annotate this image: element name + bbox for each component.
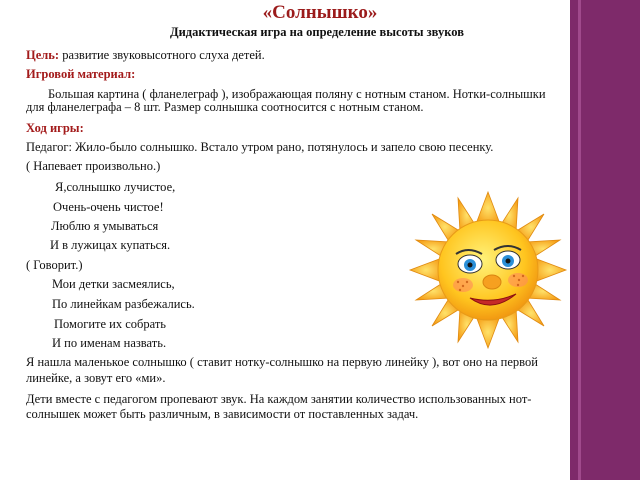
slide-subtitle: Дидактическая игра на определение высоты звуков — [170, 25, 464, 39]
goal-text: развитие звуковысотного слуха детей. — [59, 48, 265, 62]
song1-line-1: Я,солнышко лучистое, — [55, 180, 176, 194]
game-label: Ход игры: — [26, 121, 84, 135]
sun-nose — [483, 275, 501, 289]
slide-title: «Солнышко» — [262, 2, 378, 23]
song2-line-4: И по именам назвать. — [52, 336, 167, 350]
song1-line-2: Очень-очень чистое! — [53, 200, 164, 214]
song2-line-2: По линейкам разбежались. — [52, 297, 195, 311]
decorative-side-stripe-line — [578, 0, 581, 480]
smiling-sun-icon — [408, 190, 568, 350]
material-line-1: Большая картина ( фланелеграф ), изображающая поляну с нотным станом. Нотки-солнышки — [48, 87, 546, 101]
found-line-1: Я нашла маленькое солнышко ( ставит нотку-солнышко на первую линейку ), вот оно на первой — [26, 355, 538, 369]
song1-line-3: Люблю я умываться — [51, 219, 159, 233]
material-line-2: для фланелеграфа – 8 шт. Размер солнышка соотносится с нотным станом. — [26, 100, 424, 114]
material-label: Игровой материал: — [26, 67, 136, 81]
speak-line: ( Говорит.) — [26, 258, 83, 272]
final-line-2: солнышек может быть различным, в зависимости от поставленных задач. — [26, 407, 419, 421]
goal-label: Цель: — [26, 48, 60, 62]
song2-line-1: Мои детки засмеялись, — [52, 277, 175, 291]
song2-line-3: Помогите их собрать — [54, 317, 167, 331]
final-line-1: Дети вместе с педагогом пропевают звук. На каждом занятии количество использованных нот- — [26, 392, 532, 406]
found-line-2: линейке, а зовут его «ми». — [26, 371, 166, 385]
song1-line-4: И в лужицах купаться. — [50, 238, 171, 252]
goal-line — [26, 48, 265, 62]
hum-line: ( Напевает произвольно.) — [26, 159, 161, 173]
teacher-line: Педагог: Жило-было солнышко. Встало утром рано, потянулось и запело свою песенку. — [26, 140, 494, 154]
